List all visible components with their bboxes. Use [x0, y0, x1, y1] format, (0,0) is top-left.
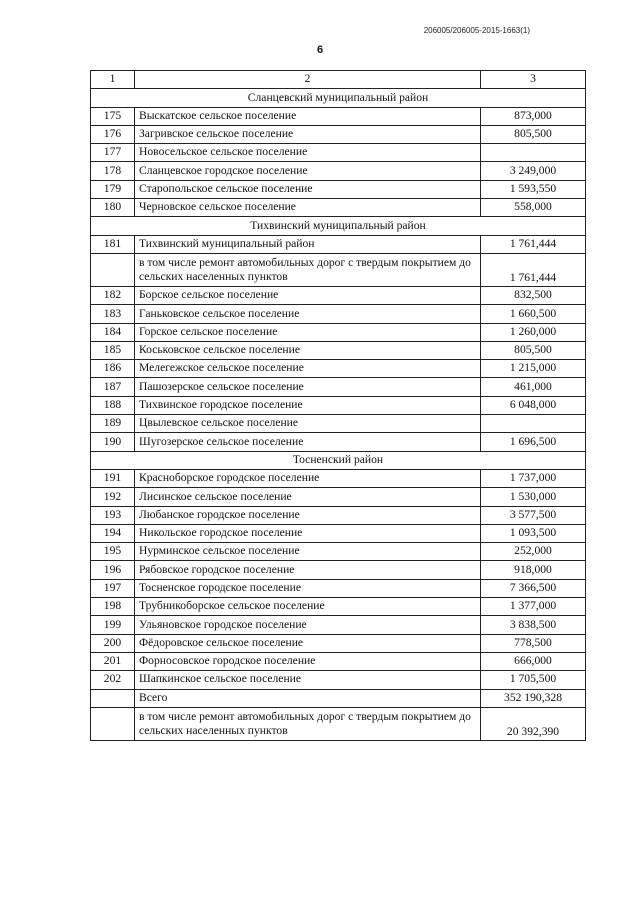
section-header-row	[91, 217, 586, 235]
row-name: Всего	[135, 689, 481, 707]
row-number	[91, 689, 135, 707]
row-name: Сланцевское городское поселение	[135, 162, 481, 180]
row-number: 179	[91, 180, 135, 198]
table-row	[91, 652, 586, 670]
row-name: Форносовское городское поселение	[135, 652, 481, 670]
row-value	[481, 144, 586, 162]
row-number: 198	[91, 598, 135, 616]
row-number: 192	[91, 488, 135, 506]
row-value: 20 392,390	[481, 707, 586, 740]
row-value: 352 190,328	[481, 689, 586, 707]
table-row	[91, 671, 586, 689]
row-name: Рябовское городское поселение	[135, 561, 481, 579]
header-col-number: 1	[91, 71, 135, 89]
page-number: 6	[316, 44, 324, 56]
row-name: Трубникоборское сельское поселение	[135, 598, 481, 616]
table-row	[91, 144, 586, 162]
row-name: Мелегежское сельское поселение	[135, 360, 481, 378]
row-value: 252,000	[481, 543, 586, 561]
row-name: Загривское сельское поселение	[135, 125, 481, 143]
row-name: Новосельское сельское поселение	[135, 144, 481, 162]
row-number: 176	[91, 125, 135, 143]
row-name: Ганьковское сельское поселение	[135, 305, 481, 323]
row-value: 832,500	[481, 286, 586, 304]
row-name: в том числе ремонт автомобильных дорог с твердым покрытием до сельских населенных пунктов	[135, 707, 481, 740]
table-row	[91, 235, 586, 253]
row-value: 873,000	[481, 107, 586, 125]
row-number: 175	[91, 107, 135, 125]
row-number: 200	[91, 634, 135, 652]
table-row	[91, 286, 586, 304]
row-number: 196	[91, 561, 135, 579]
row-value: 558,000	[481, 199, 586, 217]
row-name: Шапкинское сельское поселение	[135, 671, 481, 689]
table-row	[91, 323, 586, 341]
table-row	[91, 488, 586, 506]
row-value: 778,500	[481, 634, 586, 652]
row-value: 1 377,000	[481, 598, 586, 616]
table-row	[91, 524, 586, 542]
row-number: 183	[91, 305, 135, 323]
table-row	[91, 469, 586, 487]
row-name: Коськовское сельское поселение	[135, 341, 481, 359]
row-name: Старопольское сельское поселение	[135, 180, 481, 198]
row-value: 1 260,000	[481, 323, 586, 341]
row-value: 1 530,000	[481, 488, 586, 506]
row-number: 185	[91, 341, 135, 359]
row-number: 195	[91, 543, 135, 561]
row-number: 189	[91, 415, 135, 433]
row-name: Ульяновское городское поселение	[135, 616, 481, 634]
document-id: 206005/206005-2015-1663(1)	[423, 26, 530, 35]
table-row	[91, 543, 586, 561]
table-row	[91, 253, 586, 286]
row-number: 199	[91, 616, 135, 634]
table-row	[91, 415, 586, 433]
section-header-row	[91, 89, 586, 107]
table-row	[91, 561, 586, 579]
table-row	[91, 107, 586, 125]
row-name: в том числе ремонт автомобильных дорог с твердым покрытием до сельских населенных пунктов	[135, 253, 481, 286]
table-row	[91, 579, 586, 597]
row-name: Лисинское сельское поселение	[135, 488, 481, 506]
row-name: Черновское сельское поселение	[135, 199, 481, 217]
row-name: Тосненское городское поселение	[135, 579, 481, 597]
table-row	[91, 634, 586, 652]
row-number: 177	[91, 144, 135, 162]
row-number: 178	[91, 162, 135, 180]
row-name: Любанское городское поселение	[135, 506, 481, 524]
row-value: 1 737,000	[481, 469, 586, 487]
row-number: 193	[91, 506, 135, 524]
table-row	[91, 305, 586, 323]
row-value: 1 215,000	[481, 360, 586, 378]
row-name: Борское сельское поселение	[135, 286, 481, 304]
row-value: 1 660,500	[481, 305, 586, 323]
row-value: 3 577,500	[481, 506, 586, 524]
row-value	[481, 415, 586, 433]
section-title: Тихвинский муниципальный район	[91, 217, 586, 235]
row-value: 805,500	[481, 125, 586, 143]
row-number: 187	[91, 378, 135, 396]
row-number	[91, 253, 135, 286]
header-col-name: 2	[135, 71, 481, 89]
row-value: 1 093,500	[481, 524, 586, 542]
allocation-table	[90, 70, 586, 741]
row-value: 805,500	[481, 341, 586, 359]
row-name: Горское сельское поселение	[135, 323, 481, 341]
table-row	[91, 598, 586, 616]
row-name: Красноборское городское поселение	[135, 469, 481, 487]
table-row	[91, 707, 586, 740]
table-row	[91, 506, 586, 524]
table-row	[91, 199, 586, 217]
row-number: 190	[91, 433, 135, 451]
row-name: Нурминское сельское поселение	[135, 543, 481, 561]
row-name: Пашозерское сельское поселение	[135, 378, 481, 396]
row-number	[91, 707, 135, 740]
table-header-row	[91, 71, 586, 89]
section-title: Тосненский район	[91, 451, 586, 469]
row-value: 666,000	[481, 652, 586, 670]
row-number: 182	[91, 286, 135, 304]
row-name: Шугозерское сельское поселение	[135, 433, 481, 451]
table-row	[91, 396, 586, 414]
section-header-row	[91, 451, 586, 469]
row-name: Цвылевское сельское поселение	[135, 415, 481, 433]
row-name: Выскатское сельское поселение	[135, 107, 481, 125]
row-number: 194	[91, 524, 135, 542]
table-row	[91, 433, 586, 451]
table-row	[91, 360, 586, 378]
row-number: 181	[91, 235, 135, 253]
row-value: 1 696,500	[481, 433, 586, 451]
row-value: 1 593,550	[481, 180, 586, 198]
row-number: 191	[91, 469, 135, 487]
table-row	[91, 162, 586, 180]
table-row	[91, 125, 586, 143]
row-number: 184	[91, 323, 135, 341]
header-col-value: 3	[481, 71, 586, 89]
table-row	[91, 689, 586, 707]
row-value: 7 366,500	[481, 579, 586, 597]
table-row	[91, 616, 586, 634]
row-value: 461,000	[481, 378, 586, 396]
row-number: 188	[91, 396, 135, 414]
row-name: Фёдоровское сельское поселение	[135, 634, 481, 652]
row-number: 197	[91, 579, 135, 597]
row-name: Никольское городское поселение	[135, 524, 481, 542]
row-name: Тихвинское городское поселение	[135, 396, 481, 414]
row-number: 180	[91, 199, 135, 217]
row-value: 1 705,500	[481, 671, 586, 689]
table-row	[91, 378, 586, 396]
row-value: 918,000	[481, 561, 586, 579]
table-row	[91, 180, 586, 198]
row-name: Тихвинский муниципальный район	[135, 235, 481, 253]
table-row	[91, 341, 586, 359]
row-value: 1 761,444	[481, 235, 586, 253]
row-number: 202	[91, 671, 135, 689]
row-number: 186	[91, 360, 135, 378]
row-value: 1 761,444	[481, 253, 586, 286]
row-value: 3 249,000	[481, 162, 586, 180]
row-value: 3 838,500	[481, 616, 586, 634]
row-value: 6 048,000	[481, 396, 586, 414]
row-number: 201	[91, 652, 135, 670]
section-title: Сланцевский муниципальный район	[91, 89, 586, 107]
